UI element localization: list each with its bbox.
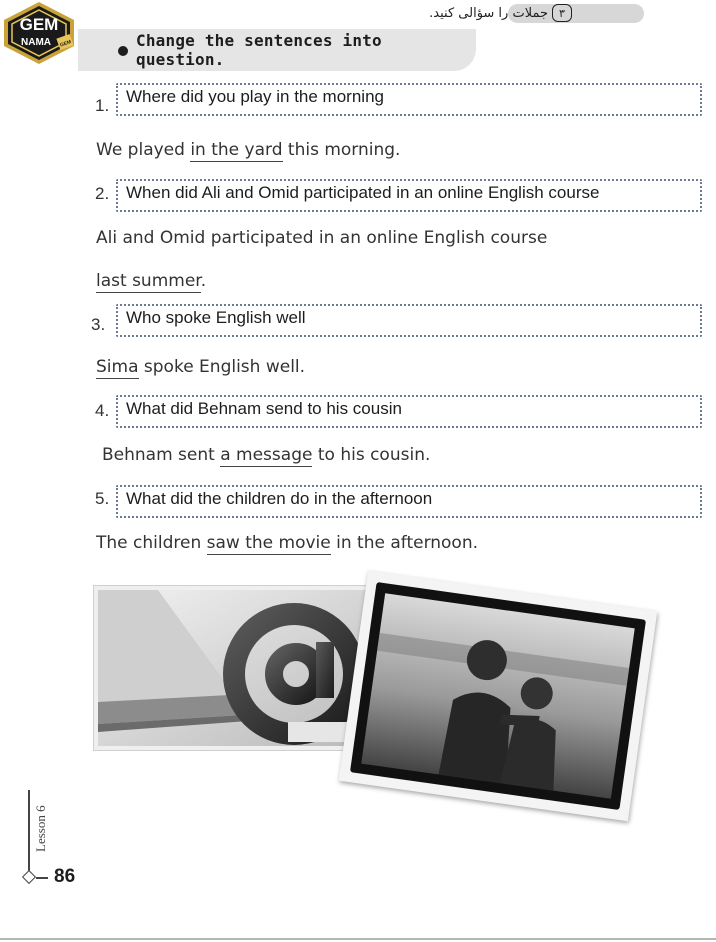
answer-text: What did the children do in the afternoon (126, 489, 433, 508)
item-number: 1. (95, 96, 110, 115)
sentence-text: in the afternoon. (330, 533, 479, 553)
sentence-text: spoke English well. (138, 357, 306, 377)
sentence-text: . (200, 271, 207, 291)
lesson-label (30, 790, 50, 854)
underlined-phrase: Sima (96, 357, 139, 377)
instruction-banner (78, 29, 476, 71)
page-bottom-rule (0, 938, 716, 940)
sentence (96, 140, 400, 160)
bullet-icon (118, 46, 128, 56)
gem-nama-logo (0, 0, 78, 66)
persian-instruction (390, 3, 572, 23)
diamond-icon (22, 870, 36, 884)
sentence-text: We played (96, 140, 191, 160)
sentence (96, 228, 547, 248)
sentence-text: Behnam sent (102, 445, 221, 465)
answer-text: When did Ali and Omid participated in an online English course (126, 183, 600, 202)
answer-text: Who spoke English well (126, 308, 306, 327)
underlined-phrase: saw the movie (206, 533, 331, 553)
persian-instruction-text: جملات را سؤالی کنید. (429, 5, 548, 21)
children-tv-photo (339, 571, 658, 822)
logo-line-1: GEM (19, 15, 59, 34)
laptop-email-photo (94, 586, 384, 750)
item-number: 4. (95, 401, 110, 420)
underlined-phrase: a message (220, 445, 313, 465)
answer-field[interactable] (116, 485, 702, 518)
item-number: 2. (95, 184, 110, 203)
sentence-text: Ali and Omid participated in an online English course (96, 228, 548, 248)
answer-field[interactable] (116, 395, 702, 428)
answer-text: Where did you play in the morning (126, 87, 384, 106)
instruction-text: Change the sentences into question. (136, 31, 382, 69)
item-number: 5. (95, 489, 110, 508)
sentence (96, 357, 305, 377)
logo-badge: GEM (59, 39, 73, 49)
sentence-continuation (96, 271, 206, 291)
answer-text: What did Behnam send to his cousin (126, 399, 402, 418)
answer-field[interactable] (116, 179, 702, 212)
children-silhouette (361, 593, 634, 798)
page-number: 86 (54, 866, 76, 887)
lesson-label-text: Lesson 6 (33, 805, 48, 852)
sentence (102, 445, 430, 465)
answer-field[interactable] (116, 83, 702, 116)
logo-line-2: NAMA (21, 37, 51, 48)
exercise-number-badge: ۳ (552, 4, 572, 22)
answer-field[interactable] (116, 304, 702, 337)
underlined-phrase: in the yard (190, 140, 283, 160)
underlined-phrase: last summer (96, 271, 201, 291)
sentence (96, 533, 478, 553)
item-number: 3. (91, 315, 106, 334)
sentence-text: The children (96, 533, 207, 553)
sentence-text: to his cousin. (312, 445, 431, 465)
sentence-text: this morning. (282, 140, 401, 160)
